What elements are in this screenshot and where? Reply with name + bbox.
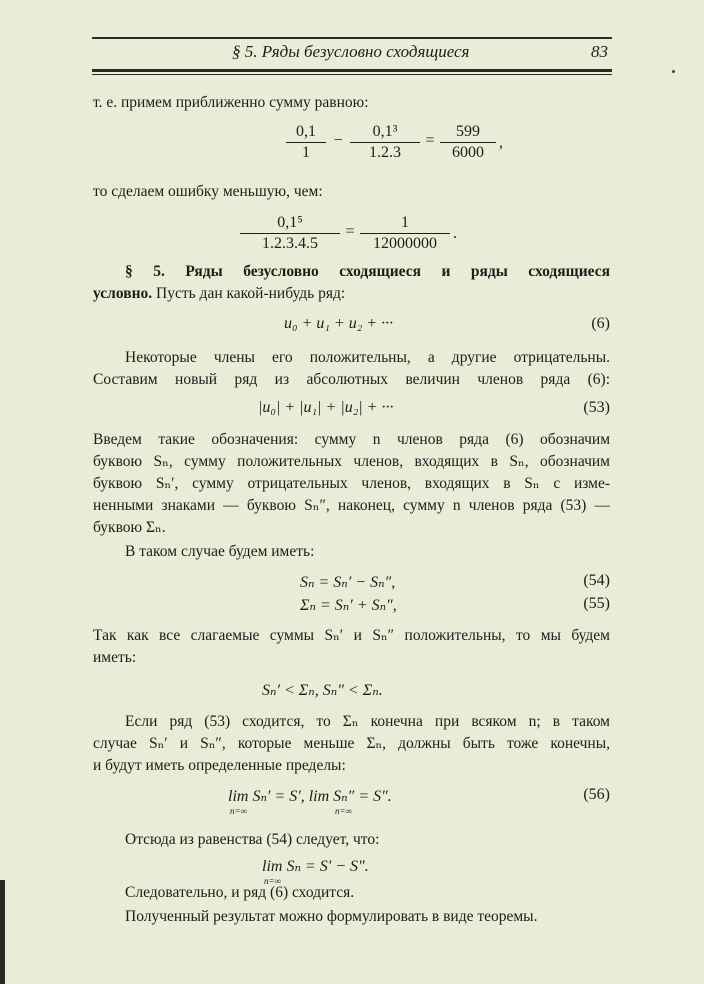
equation-55: Σₙ = Sₙ′ + Sₙ″, (300, 597, 397, 614)
equation-56: lim Sₙ′ = S′, lim Sₙ″ = S″. (228, 788, 392, 805)
equation-54: Sₙ = Sₙ′ − Sₙ″, (300, 574, 396, 591)
operator: − (333, 132, 343, 149)
scan-speck (672, 70, 675, 73)
equation-number: (53) (583, 399, 610, 416)
text-line: буквою Σₙ. (93, 519, 166, 536)
equation-limit: lim Sₙ = S′ − S″. (262, 858, 369, 875)
limit-subscript: n=∞ (264, 876, 281, 886)
page-edge-shadow (0, 880, 5, 984)
punctuation: . (453, 225, 457, 242)
text-line: случае Sₙ′ и Sₙ″, которые меньше Σₙ, должны быть тоже конечны, (93, 735, 610, 752)
numerator: 599 (440, 122, 496, 143)
header-title: § 5. Ряды безусловно сходящиеся (232, 42, 470, 61)
text-line: Составим новый ряд из абсолютных величин членов ряда (6): (93, 371, 610, 388)
denominator: 1.2.3.4.5 (262, 235, 318, 252)
section-heading: § 5. Ряды безусловно сходящиеся и ряды сходящиеся (125, 263, 610, 280)
header-rule-bottom (92, 69, 612, 72)
text-line: иметь: (93, 649, 137, 666)
text-line: Некоторые члены его положительны, а другие отрицательны. (125, 349, 610, 366)
text-line: буквою Sₙ, сумму положительных членов, входящих в Sₙ, обозначим (93, 453, 610, 470)
fraction (286, 122, 326, 163)
header-rule-bottom-thin (92, 74, 612, 75)
equation-number: (55) (583, 595, 610, 612)
text-line: Так как все слагаемые суммы Sₙ′ и Sₙ″ положительны, то мы будем (93, 627, 610, 644)
text-line: Введем такие обозначения: сумму n членов ряда (6) обозначим (93, 431, 610, 448)
denominator: 12000000 (373, 235, 437, 252)
text-line: условно. Пусть дан какой-нибудь ряд: (93, 285, 346, 302)
text-line: В таком случае будем иметь: (125, 543, 315, 560)
text-line: и будут иметь определенные пределы: (93, 757, 346, 774)
page-number: 83 (591, 42, 608, 61)
numerator: 0,1³ (350, 122, 420, 143)
header-rule-top (92, 37, 612, 39)
numerator: 0,1⁵ (240, 213, 340, 234)
text-line: то сделаем ошибку меньшую, чем: (93, 183, 323, 200)
text-line: Следовательно, и ряд (6) сходится. (125, 884, 355, 901)
equation-number: (56) (583, 786, 610, 803)
fraction (440, 122, 496, 163)
equation-53: |u₀| + |u₁| + |u₂| + ··· (258, 399, 394, 416)
numerator: 1 (360, 213, 450, 234)
text-line: буквою Sₙ′, сумму отрицательных членов, входящих в Sₙ с изме- (93, 475, 610, 492)
punctuation: , (499, 134, 503, 151)
running-header (92, 42, 612, 66)
denominator: 1 (302, 144, 310, 161)
denominator: 1.2.3 (369, 144, 401, 161)
operator: = (345, 223, 355, 240)
fraction (350, 122, 420, 163)
limit-subscript: n=∞ (335, 806, 352, 816)
text-line: ненными знаками — буквою Sₙ″, наконец, сумму n членов ряда (53) — (93, 497, 610, 514)
limit-subscript: n=∞ (230, 806, 247, 816)
equation-number: (54) (583, 572, 610, 589)
text-line: Если ряд (53) сходится, то Σₙ конечна при всяком n; в таком (125, 713, 610, 730)
text-line: т. е. примем приближенно сумму равною: (93, 94, 369, 111)
text-line: Полученный результат можно формулировать в виде теоремы. (125, 908, 538, 925)
fraction (240, 213, 340, 254)
denominator: 6000 (452, 144, 484, 161)
equation-6: u₀ + u₁ + u₂ + ··· (284, 315, 394, 332)
text-line: Отсюда из равенства (54) следует, что: (125, 831, 380, 848)
numerator: 0,1 (286, 122, 326, 143)
operator: = (425, 132, 435, 149)
equation-number: (6) (591, 315, 610, 332)
fraction (360, 213, 450, 254)
inequality: Sₙ′ < Σₙ, Sₙ″ < Σₙ. (262, 682, 383, 699)
